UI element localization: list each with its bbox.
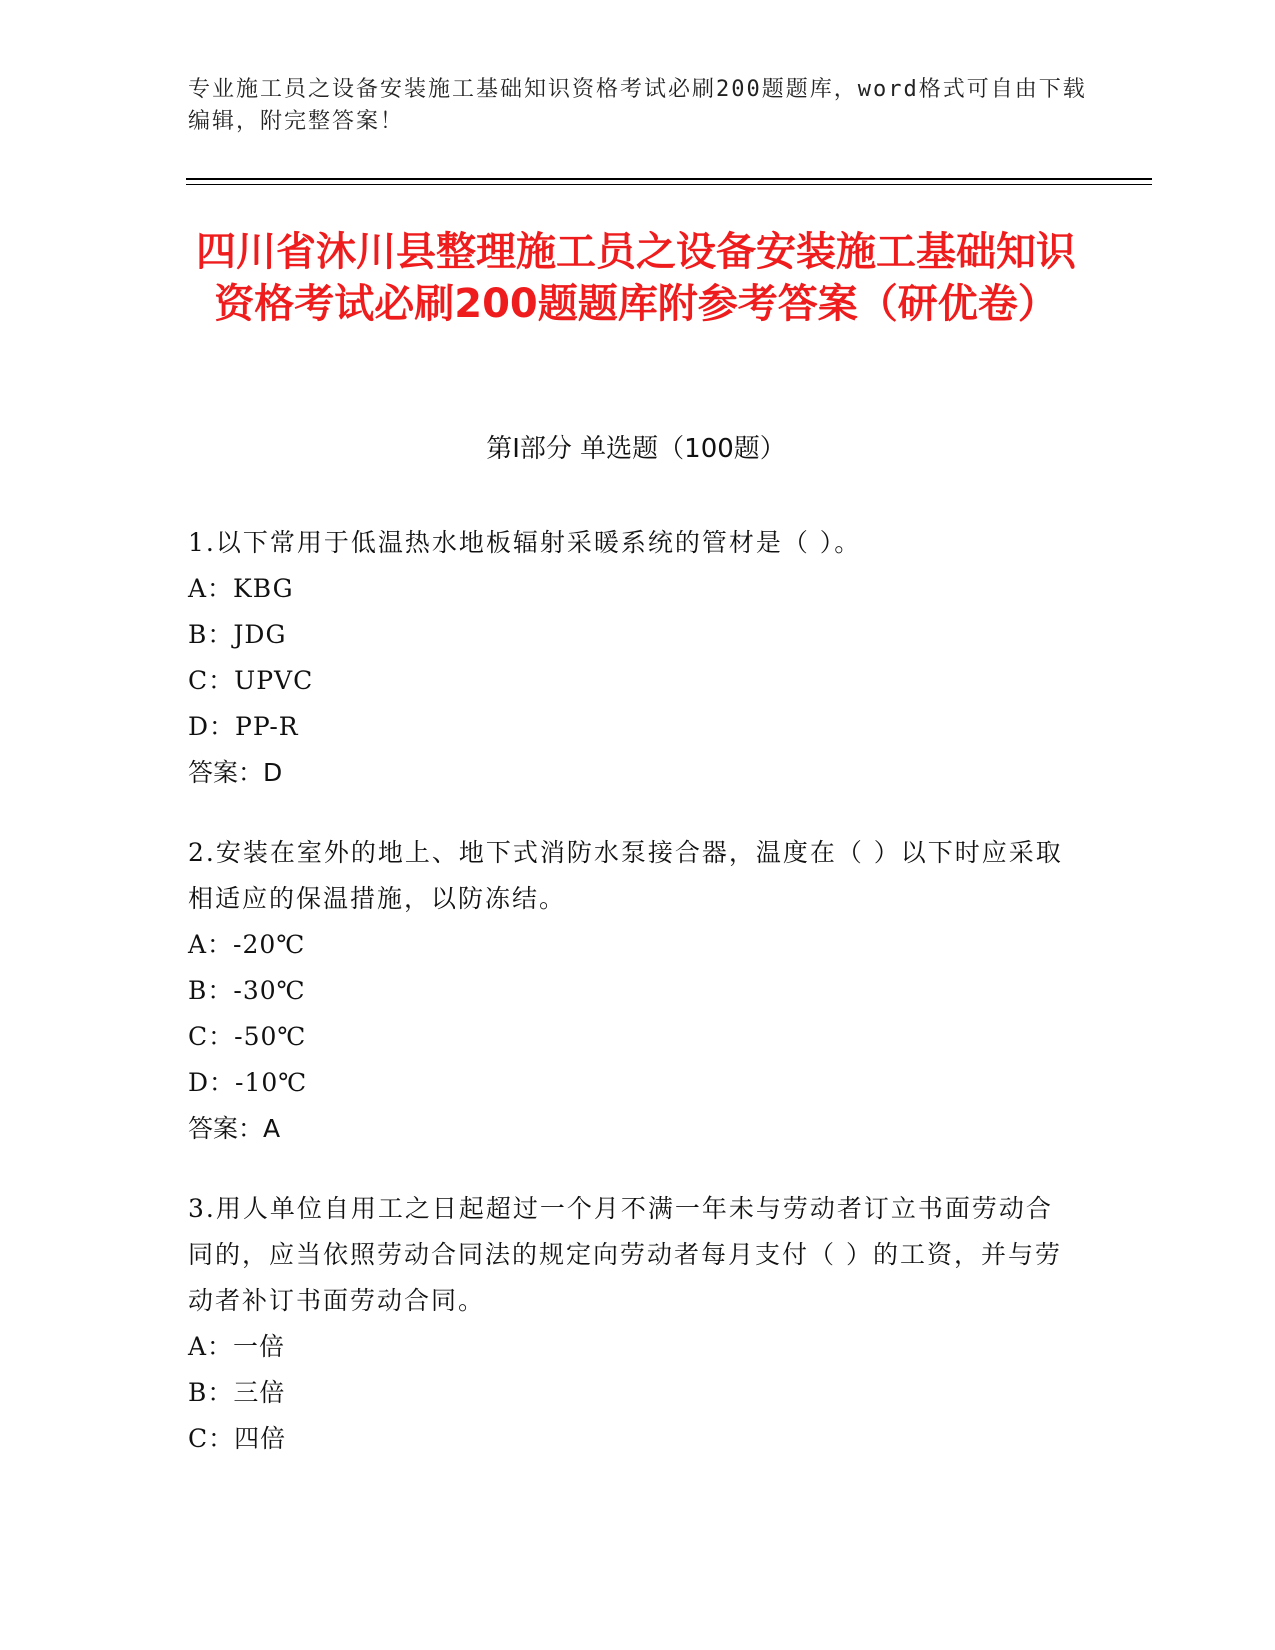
option-b: B：三倍 bbox=[188, 1378, 286, 1407]
header-note: 专业施工员之设备安装施工基础知识资格考试必刷200题题库，word格式可自由下载编辑，附完整答案！ bbox=[188, 77, 1087, 134]
question-stem: 1.以下常用于低温热水地板辐射采暖系统的管材是（ ）。 bbox=[188, 528, 862, 557]
option-d: D：-10℃ bbox=[188, 1068, 308, 1097]
header-rule-thin bbox=[186, 184, 1152, 185]
question-1 bbox=[188, 520, 1068, 796]
option-c: C：-50℃ bbox=[188, 1022, 307, 1051]
question-list bbox=[188, 520, 1068, 1496]
option-b: B：JDG bbox=[188, 620, 287, 649]
question-2 bbox=[188, 830, 1068, 1152]
option-a: A：KBG bbox=[188, 574, 294, 603]
header-rule-thick bbox=[186, 178, 1152, 180]
option-a: A：-20℃ bbox=[188, 930, 306, 959]
question-3 bbox=[188, 1186, 1068, 1462]
section-heading: 第Ⅰ部分 单选题（100题） bbox=[486, 434, 786, 464]
question-stem: 3.用人单位自用工之日起超过一个月不满一年未与劳动者订立书面劳动合同的，应当依照劳动合同法的规定向劳动者每月支付（ ）的工资，并与劳动者补订书面劳动合同。 bbox=[188, 1194, 1062, 1315]
option-d: D：PP-R bbox=[188, 712, 299, 741]
option-b: B：-30℃ bbox=[188, 976, 306, 1005]
option-c: C：四倍 bbox=[188, 1424, 287, 1453]
answer-line: 答案：D bbox=[188, 758, 283, 787]
question-stem: 2.安装在室外的地上、地下式消防水泵接合器，温度在（ ）以下时应采取相适应的保温措施，以防冻结。 bbox=[188, 838, 1063, 913]
answer-line: 答案：A bbox=[188, 1114, 281, 1143]
option-c: C：UPVC bbox=[188, 666, 314, 695]
document-title: 四川省沐川县整理施工员之设备安装施工基础知识资格考试必刷200题题库附参考答案（研优卷） bbox=[196, 229, 1076, 327]
option-a: A：一倍 bbox=[188, 1332, 286, 1361]
